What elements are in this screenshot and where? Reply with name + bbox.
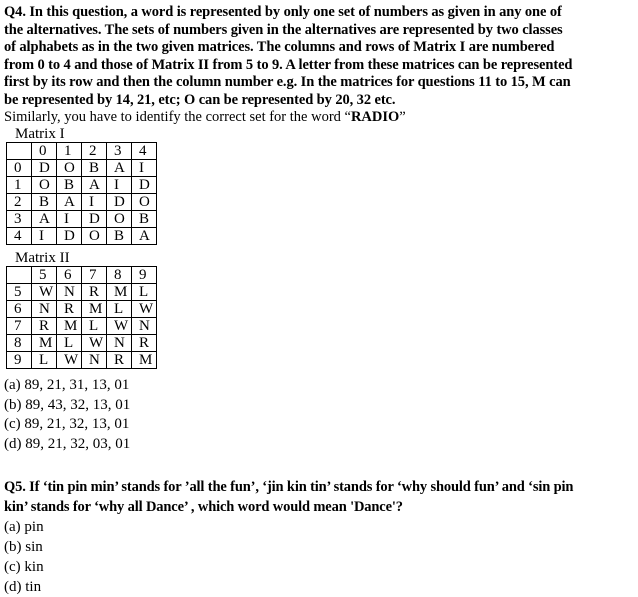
matrix-1-cell: A: [57, 194, 82, 211]
q4-option-b: (b) 89, 43, 32, 13, 01: [4, 396, 131, 413]
matrix-1-table: [6, 142, 157, 245]
matrix-2-col-header: 9: [132, 267, 157, 284]
matrix-2-row: [7, 318, 157, 335]
matrix-1-cell: D: [82, 211, 107, 228]
matrix-2-cell: M: [82, 301, 107, 318]
matrix-1-row: [7, 194, 157, 211]
q4-line: from 0 to 4 and those of Matrix II from 5 to 9. A letter from these matrices can be represented: [4, 56, 573, 73]
q4-line: of alphabets as in the two given matrices. The columns and rows of Matrix I are numbered: [4, 39, 555, 55]
matrix-2-row: [7, 352, 157, 369]
matrix-1-cell: I: [57, 211, 82, 228]
matrix-1-row-header: 2: [7, 194, 32, 211]
matrix-1-row-header: 4: [7, 228, 32, 245]
matrix-1-cell: D: [132, 177, 157, 194]
matrix-1-label: Matrix I: [15, 126, 65, 142]
matrix-2-corner-cell: [7, 267, 32, 284]
matrix-1-row: [7, 211, 157, 228]
matrix-2-label: Matrix II: [15, 250, 70, 266]
matrix-1-cell: A: [107, 160, 132, 177]
matrix-2-cell: M: [107, 284, 132, 301]
matrix-1-cell: D: [57, 228, 82, 245]
q5-options: [4, 517, 634, 597]
matrix-2-table: [6, 266, 157, 369]
q4-line: Q4. In this question, a word is represented by only one set of numbers as given in any one of: [4, 4, 562, 20]
q5-option-c: (c) kin: [4, 559, 44, 575]
matrix-1-row: [7, 160, 157, 177]
matrix-1-header-row: [7, 143, 157, 160]
matrix-2-header-row: [7, 267, 157, 284]
q4-similarly-suffix: ”: [399, 109, 406, 125]
q5-option-a: (a) pin: [4, 519, 44, 535]
q5-line: kin’ stands for ‘why all Dance’ , which word would mean 'Dance'?: [4, 499, 403, 515]
matrix-1-col-header: 2: [82, 143, 107, 160]
matrix-1-cell: B: [32, 194, 57, 211]
matrix-2-col-header: 6: [57, 267, 82, 284]
matrix-2-cell: R: [32, 318, 57, 335]
matrix-1-cell: O: [57, 160, 82, 177]
matrix-2-row: [7, 284, 157, 301]
q4-option-a: (a) 89, 21, 31, 13, 01: [4, 377, 130, 393]
matrix-1-row-header: 3: [7, 211, 32, 228]
matrix-2-col-header: 7: [82, 267, 107, 284]
matrix-1-cell: B: [132, 211, 157, 228]
matrix-2-cell: R: [107, 352, 132, 369]
q5-question-text: [4, 477, 634, 517]
matrix-1-cell: A: [82, 177, 107, 194]
matrix-1-cell: O: [82, 228, 107, 245]
matrix-2-cell: W: [57, 352, 82, 369]
matrix-2-row-header: 6: [7, 301, 32, 318]
matrix-2-cell: N: [132, 318, 157, 335]
matrix-1-cell: I: [82, 194, 107, 211]
matrix-2-row-header: 7: [7, 318, 32, 335]
matrix-1-cell: O: [132, 194, 157, 211]
q5-option-b: (b) sin: [4, 539, 43, 555]
matrix-1-cell: O: [32, 177, 57, 194]
matrix-2-cell: M: [32, 335, 57, 352]
matrix-1-col-header: 0: [32, 143, 57, 160]
matrix-1-cell: A: [32, 211, 57, 228]
matrix-1-row: [7, 177, 157, 194]
matrix-2-row-header: 5: [7, 284, 32, 301]
matrix-2-row-header: 8: [7, 335, 32, 352]
q4-line: the alternatives. The sets of numbers given in the alternatives are represented by two classes: [4, 21, 563, 38]
matrix-1-cell: D: [107, 194, 132, 211]
matrix-2-cell: W: [82, 335, 107, 352]
matrix-2-cell: N: [107, 335, 132, 352]
q4-target-word: RADIO: [350, 109, 400, 125]
q4-line: first by its row and then the column number e.g. In the matrices for questions 11 to 15, M can: [4, 74, 571, 90]
q5-option-d: (d) tin: [4, 579, 42, 595]
matrix-2-row: [7, 301, 157, 318]
matrix-2-row: [7, 335, 157, 352]
matrix-1-cell: I: [107, 177, 132, 194]
matrix-1-cell: B: [82, 160, 107, 177]
matrix-2-cell: L: [132, 284, 157, 301]
matrix-1-cell: D: [32, 160, 57, 177]
q4-question-text: [4, 4, 634, 109]
matrix-2-cell: M: [132, 352, 157, 369]
matrix-1-row-header: 1: [7, 177, 32, 194]
matrix-2-col-header: 5: [32, 267, 57, 284]
matrix-1-cell: B: [57, 177, 82, 194]
matrix-2-cell: N: [82, 352, 107, 369]
matrix-1-cell: I: [132, 160, 157, 177]
matrix-1-col-header: 3: [107, 143, 132, 160]
matrix-1-cell: B: [107, 228, 132, 245]
q5-line: Q5. If ‘tin pin min’ stands for ’all the fun’, ‘jin kin tin’ stands for ‘why should fun’ and ‘sin pin: [4, 479, 574, 495]
matrix-1-row-header: 0: [7, 160, 32, 177]
q4-options: [4, 376, 634, 454]
matrix-2-cell: R: [82, 284, 107, 301]
matrix-2-col-header: 8: [107, 267, 132, 284]
q4-option-d: (d) 89, 21, 32, 03, 01: [4, 435, 131, 452]
matrix-2-cell: W: [132, 301, 157, 318]
matrix-1-col-header: 1: [57, 143, 82, 160]
matrix-1-cell: I: [32, 228, 57, 245]
matrix-2-row-header: 9: [7, 352, 32, 369]
matrix-1-cell: O: [107, 211, 132, 228]
matrix-2-cell: L: [107, 301, 132, 318]
matrix-2-cell: M: [57, 318, 82, 335]
q4-similarly-line: [4, 109, 634, 126]
matrix-1-col-header: 4: [132, 143, 157, 160]
matrix-2-cell: L: [57, 335, 82, 352]
matrix-2-cell: R: [57, 301, 82, 318]
matrix-2-cell: R: [132, 335, 157, 352]
matrix-2-cell: L: [32, 352, 57, 369]
matrix-2-cell: W: [32, 284, 57, 301]
matrix-1-cell: A: [132, 228, 157, 245]
q4-line: be represented by 14, 21, etc; O can be represented by 20, 32 etc.: [4, 91, 396, 108]
matrix-2-cell: L: [82, 318, 107, 335]
matrix-2-cell: N: [32, 301, 57, 318]
matrix-2-cell: N: [57, 284, 82, 301]
matrix-1-corner-cell: [7, 143, 32, 160]
q4-option-c: (c) 89, 21, 32, 13, 01: [4, 416, 130, 432]
matrix-1-row: [7, 228, 157, 245]
q4-similarly-prefix: Similarly, you have to identify the correct set for the word “: [4, 109, 351, 125]
matrix-2-cell: W: [107, 318, 132, 335]
